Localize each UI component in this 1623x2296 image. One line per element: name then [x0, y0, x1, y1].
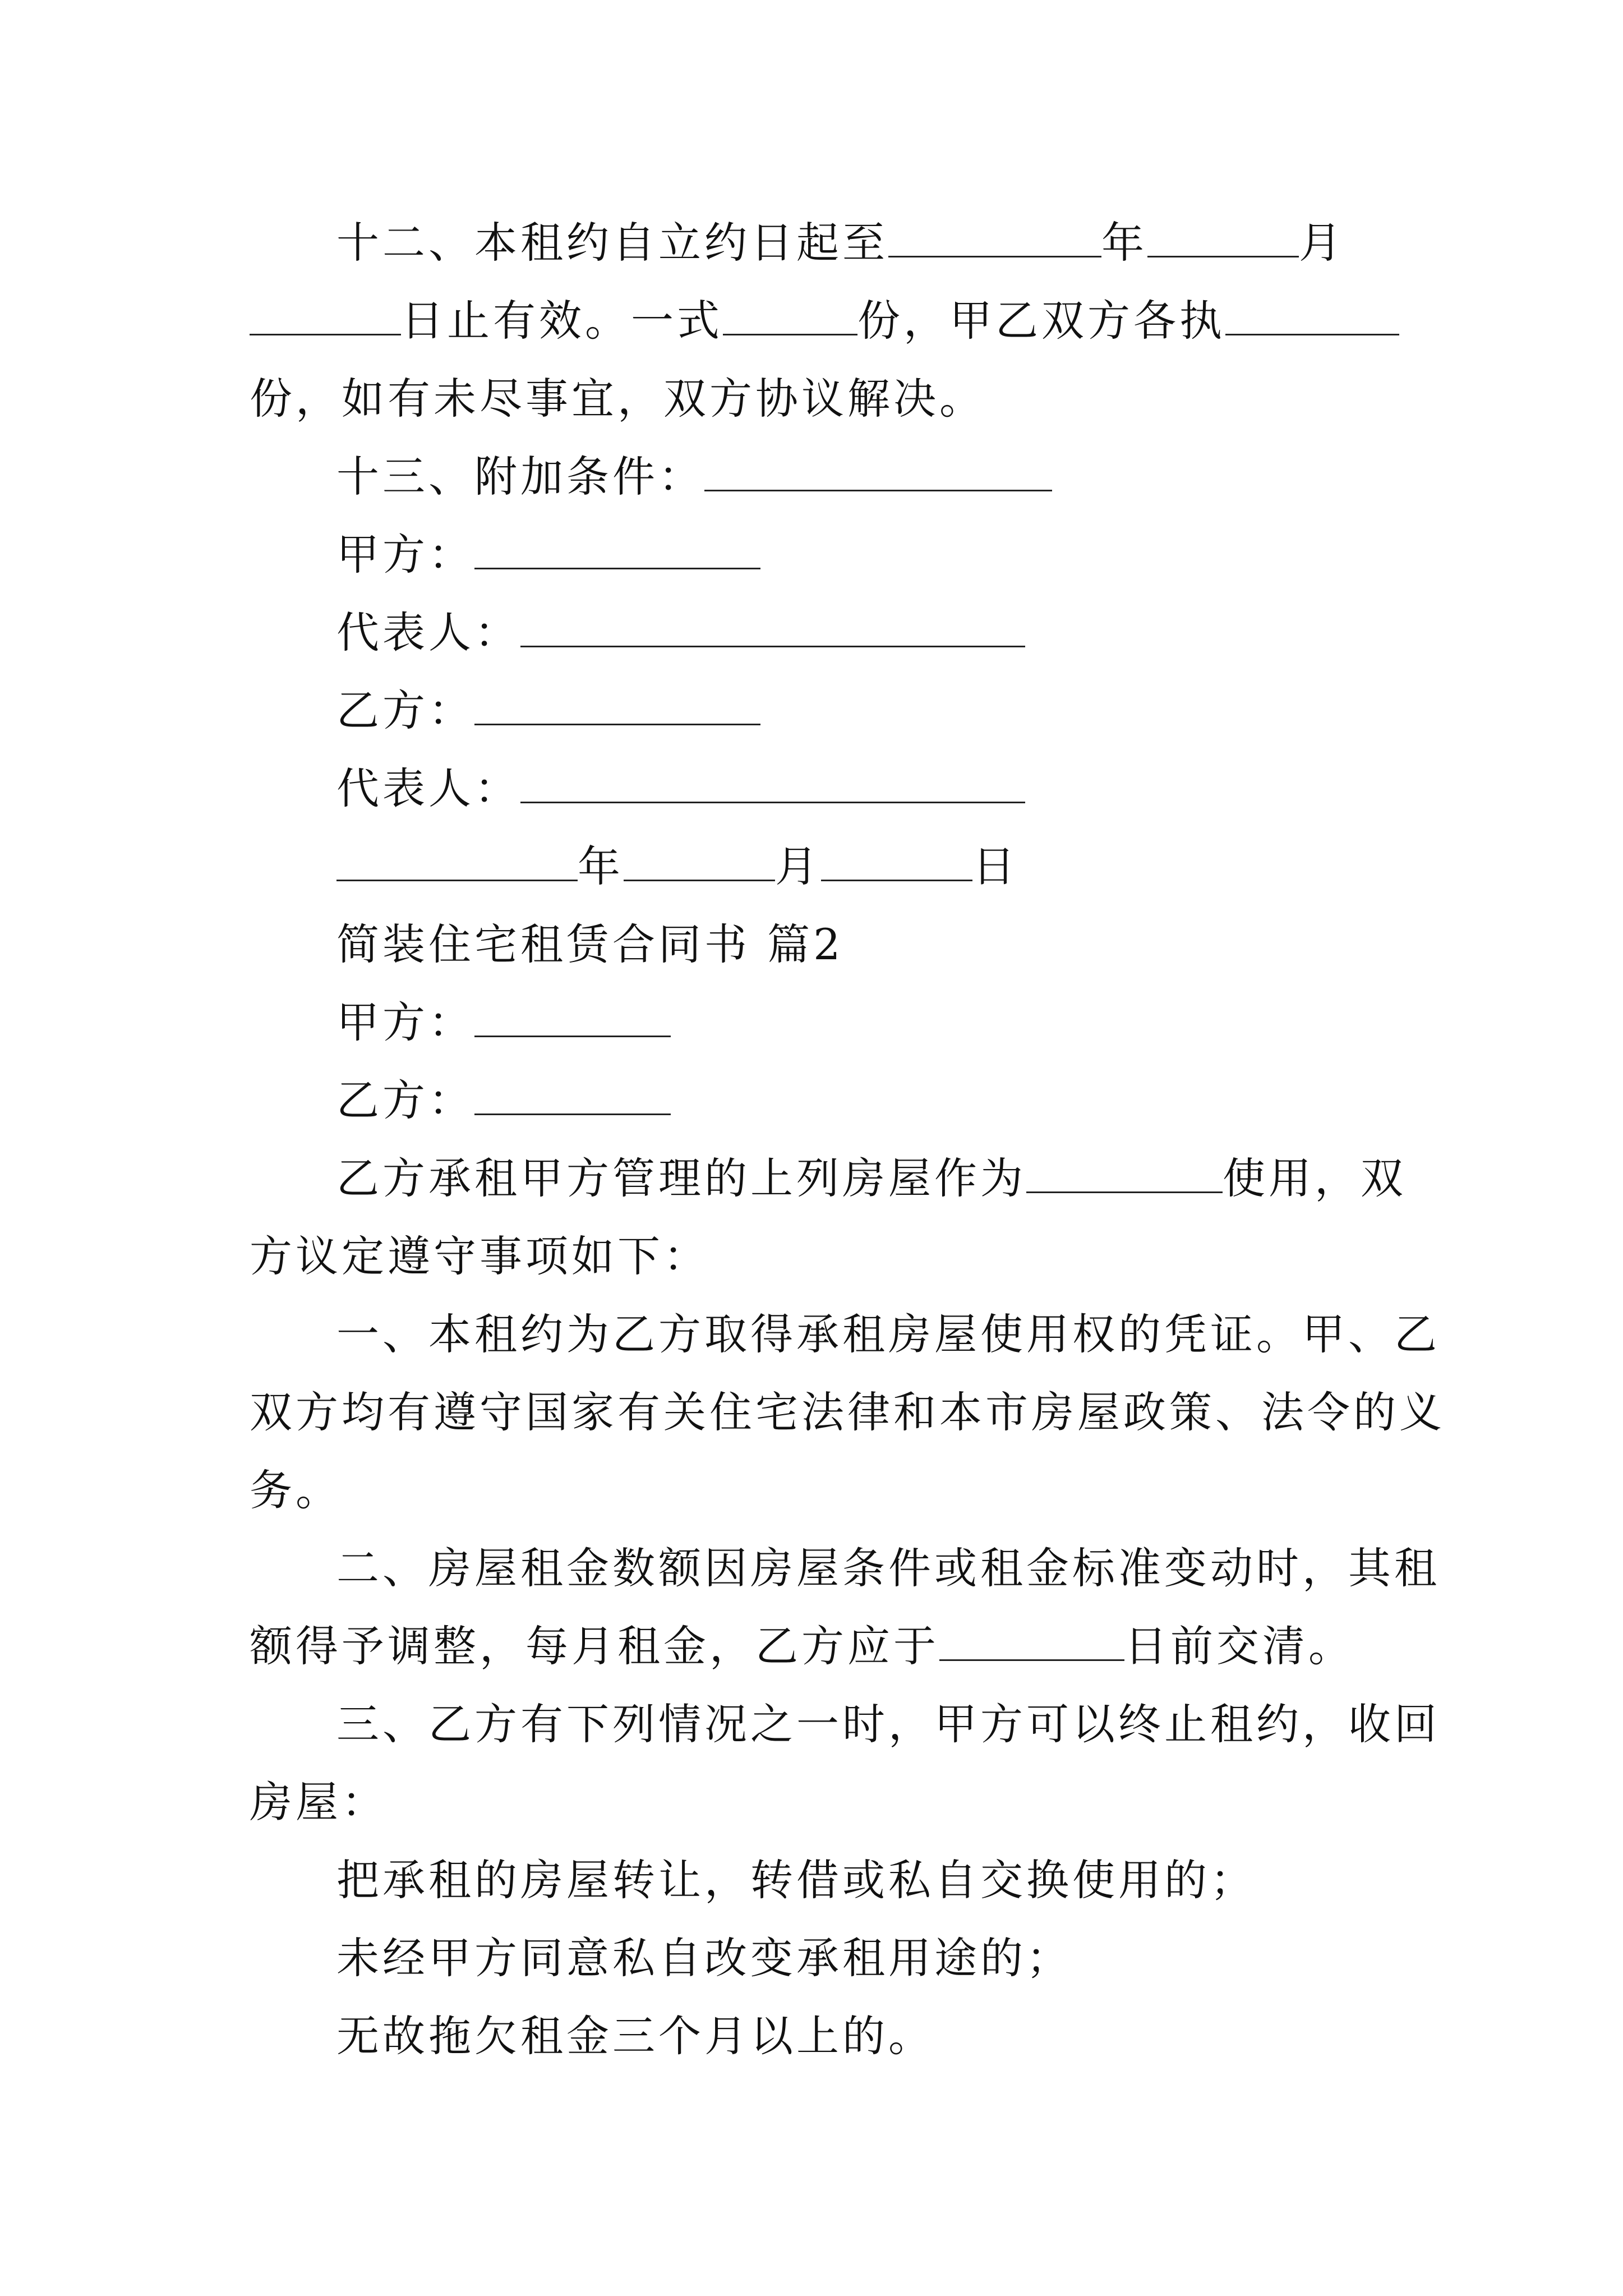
party-b-line: [336, 683, 760, 739]
party-a-label-2: 甲方：: [336, 997, 474, 1047]
item-2-line-2: [250, 1618, 1354, 1674]
date-line: [336, 839, 1018, 895]
rent-text-2: 日前交清。: [1124, 1621, 1354, 1671]
copies-blank: [723, 298, 857, 335]
section-2-title: 简装住宅租赁合同书 篇2: [336, 919, 844, 969]
item-3-line-2: 房屋：: [250, 1777, 388, 1827]
item-1-line-2: 双方均有遵守国家有关住宅法律和本市房屋政策、法令的义: [250, 1387, 1445, 1437]
end-day-blank: [250, 298, 401, 335]
party-a-label: 甲方：: [336, 530, 474, 579]
rep-a-blank: [520, 610, 1025, 647]
sign-year-label: 年: [578, 841, 624, 891]
party-b-blank-2: [474, 1078, 671, 1115]
party-b-label-2: 乙方：: [336, 1075, 474, 1125]
item-1-line-3: 务。: [250, 1465, 342, 1515]
additional-terms-blank: [704, 454, 1052, 491]
each-hold-blank: [1225, 298, 1399, 335]
rent-text: 额得予调整，每月租金，乙方应于: [250, 1621, 939, 1671]
party-a-blank-2: [474, 1000, 671, 1037]
month-label: 月: [1299, 218, 1345, 268]
clause-12-text: 十二、本租约自立约日起至: [336, 218, 888, 268]
party-b-blank: [474, 688, 760, 725]
year-label: 年: [1101, 218, 1147, 268]
sign-day-blank: [821, 844, 972, 881]
clause-12-line-2: [250, 293, 1399, 349]
party-b-label: 乙方：: [336, 685, 474, 735]
condition-2: 未经甲方同意私自改变承租用途的；: [336, 1933, 1072, 1983]
end-month-blank: [1147, 220, 1299, 257]
clause-12-line-1: [336, 215, 1345, 271]
intro-text: 乙方承租甲方管理的上列房屋作为: [336, 1153, 1026, 1203]
copies-text: 日止有效。一式: [401, 296, 723, 346]
end-year-blank: [888, 220, 1101, 257]
clause-13-line: [336, 449, 1052, 505]
rep-a-line: [336, 605, 1025, 661]
intro-line-2: 方议定遵守事项如下：: [250, 1231, 709, 1281]
item-1-line-1: 一、本租约为乙方取得承租房屋使用权的凭证。甲、乙: [336, 1309, 1440, 1359]
sign-month-label: 月: [775, 841, 821, 891]
clause-13-label: 十三、附加条件：: [336, 452, 704, 501]
sign-month-blank: [624, 844, 775, 881]
clause-12-line-3: 份，如有未尽事宜，双方协议解决。: [250, 374, 985, 424]
rep-a-label: 代表人：: [336, 608, 520, 657]
rep-b-line: [336, 761, 1025, 817]
item-2-line-1: 二、房屋租金数额因房屋条件或租金标准变动时，其租: [336, 1543, 1440, 1593]
each-hold-text: 份，甲乙双方各执: [857, 296, 1225, 346]
party-b-line-2: [336, 1073, 671, 1129]
rent-day-blank: [939, 1623, 1124, 1661]
intro-text-2: 使用，双: [1223, 1153, 1407, 1203]
rep-b-blank: [520, 766, 1025, 803]
intro-line-1: [336, 1151, 1407, 1207]
rep-b-label: 代表人：: [336, 763, 520, 813]
condition-1: 把承租的房屋转让，转借或私自交换使用的；: [336, 1855, 1256, 1905]
item-3-line-1: 三、乙方有下列情况之一时，甲方可以终止租约，收回: [336, 1699, 1440, 1749]
party-a-blank: [474, 532, 760, 569]
party-a-line: [336, 527, 760, 583]
condition-3: 无故拖欠租金三个月以上的。: [336, 2011, 934, 2061]
usage-blank: [1026, 1156, 1223, 1193]
party-a-line-2: [336, 995, 671, 1051]
sign-day-label: 日: [972, 841, 1018, 891]
sign-year-blank: [336, 844, 578, 881]
